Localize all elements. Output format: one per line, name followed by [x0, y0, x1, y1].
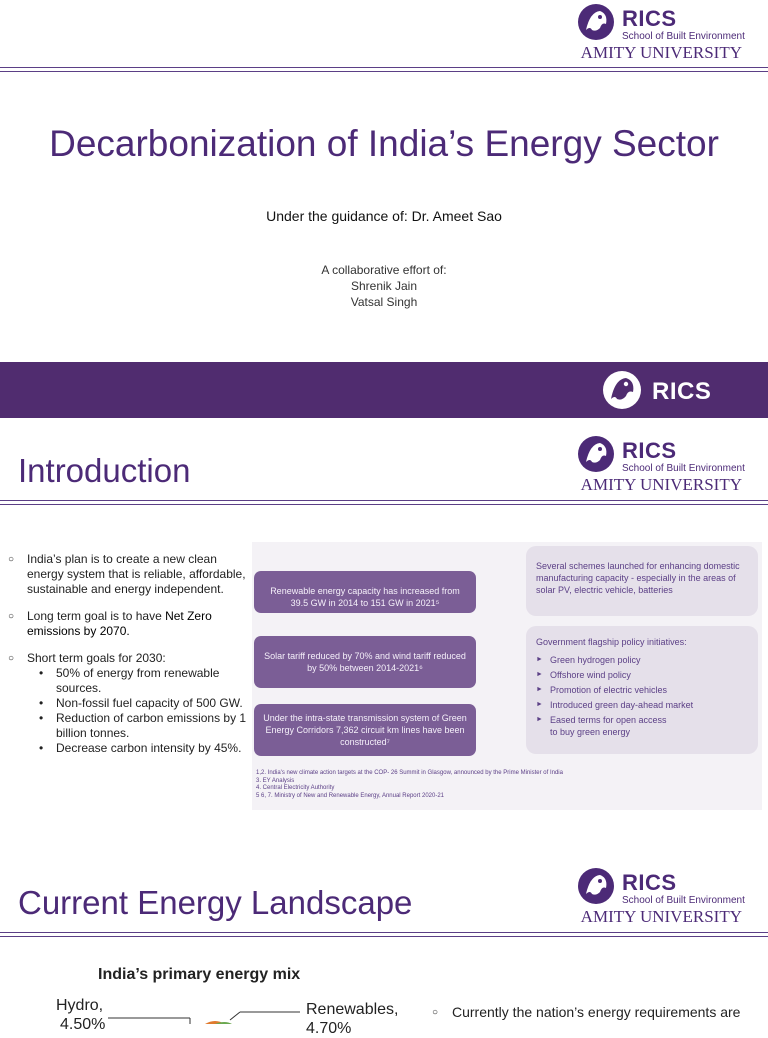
band-logo — [600, 368, 740, 412]
divider-line — [0, 67, 768, 68]
corridor-box: Under the intra-state transmission system of Green Energy Corridors 7,362 circuit km lines have been constructed⁷ — [254, 704, 476, 756]
list-item: • 50% of energy from renewable sources. — [27, 666, 254, 696]
list-item: ► Offshore wind policy — [536, 669, 748, 681]
policy-title: Government flagship policy initiatives: — [536, 637, 687, 647]
divider-line — [0, 936, 768, 937]
rics-amity-logo — [576, 2, 756, 64]
lion-crest-icon — [576, 434, 616, 474]
lion-crest-icon — [576, 2, 616, 42]
lion-crest-icon — [600, 368, 644, 412]
collab-label: A collaborative effort of: — [321, 263, 447, 277]
list-item: ► Introduced green day-ahead market — [536, 699, 748, 711]
list-item: • Non-fossil fuel capacity of 500 GW. — [27, 696, 254, 711]
guidance-text: Under the guidance of: Dr. Ameet Sao — [266, 208, 502, 224]
logo-university-text: AMITY UNIVERSITY — [580, 43, 742, 62]
tariff-box: Solar tariff reduced by 70% and wind tariff reduced by 50% between 2014-2021⁶ — [254, 636, 476, 688]
pie-leader-lines — [0, 1000, 420, 1024]
footnote: 5 6, 7. Ministry of New and Renewable Energy, Annual Report 2020-21 — [256, 792, 444, 799]
logo-university-text: AMITY UNIVERSITY — [580, 907, 742, 926]
schemes-box: Several schemes launched for enhancing domestic manufacturing capacity - especially in the areas of solar PV, electric vehicle, batteries — [526, 546, 758, 616]
rics-footer-band — [0, 362, 768, 418]
list-item: • Reduction of carbon emissions by 1 billion tonnes. — [27, 711, 254, 741]
renewables-value: 4.70% — [306, 1020, 352, 1037]
intro-title: Introduction — [18, 452, 191, 489]
divider-line — [0, 71, 768, 72]
logo-school-text: School of Built Environment — [622, 895, 745, 906]
band-rics-text: RICS — [652, 378, 712, 405]
rics-amity-logo — [576, 434, 756, 496]
divider-line — [0, 932, 768, 933]
logo-university-text: AMITY UNIVERSITY — [580, 475, 742, 494]
bullet-text: India’s plan is to create a new clean energy system that is reliable, affordable, sustainable and energy independent. — [27, 552, 246, 596]
list-item: ► Eased terms for open access to buy green energy — [536, 714, 748, 738]
intro-bullet-list — [8, 552, 254, 768]
author-name: Shrenik Jain — [350, 279, 418, 293]
list-item: ► Promotion of electric vehicles — [536, 684, 748, 696]
footnote: 4. Central Electricity Authority — [256, 785, 335, 791]
logo-school-text: School of Built Environment — [622, 31, 745, 42]
cover-title: Decarbonization of India’s Energy Sector — [49, 123, 719, 164]
rics-amity-logo — [576, 866, 756, 928]
logo-rics-text: RICS — [622, 6, 677, 31]
list-item: • Decrease carbon intensity by 45%. — [27, 741, 254, 756]
list-item — [8, 609, 254, 639]
hydro-label: Hydro, — [56, 997, 104, 1014]
landscape-title: Current Energy Landscape — [18, 884, 413, 921]
divider-line — [0, 504, 768, 505]
renewables-label: Renewables, — [306, 1001, 399, 1018]
footnote: 1,2. India's new climate action targets at the COP- 26 Summit in Glasgow, announced by the Prime Minister of India — [256, 770, 563, 776]
net-zero-text: Net Zero emissions by 2070. — [27, 609, 212, 638]
chart-title: India’s primary energy mix — [98, 966, 301, 983]
footnotes — [256, 770, 563, 800]
policy-box — [526, 626, 758, 754]
logo-rics-text: RICS — [622, 870, 677, 895]
hydro-value: 4.50% — [60, 1016, 106, 1033]
short-term-goals-list — [27, 666, 254, 756]
footnote: 3. EY Analysis — [256, 777, 295, 784]
bullet-text: Currently the nation’s energy requirements are — [452, 1004, 741, 1020]
logo-school-text: School of Built Environment — [622, 463, 745, 474]
divider-line — [0, 500, 768, 501]
capacity-box: Renewable energy capacity has increased from 39.5 GW in 2014 to 151 GW in 2021⁵ — [254, 571, 476, 613]
policy-list — [536, 654, 748, 738]
logo-rics-text: RICS — [622, 438, 677, 463]
lion-crest-icon — [576, 866, 616, 906]
list-item — [8, 552, 254, 597]
list-item — [8, 651, 254, 756]
landscape-bullet — [432, 1004, 740, 1020]
bullet-text: Short term goals for 2030: — [27, 651, 166, 665]
author-name: Vatsal Singh — [350, 295, 418, 309]
list-item: ► Green hydrogen policy — [536, 654, 748, 666]
bullet-text: Long term goal is to have — [27, 609, 162, 623]
